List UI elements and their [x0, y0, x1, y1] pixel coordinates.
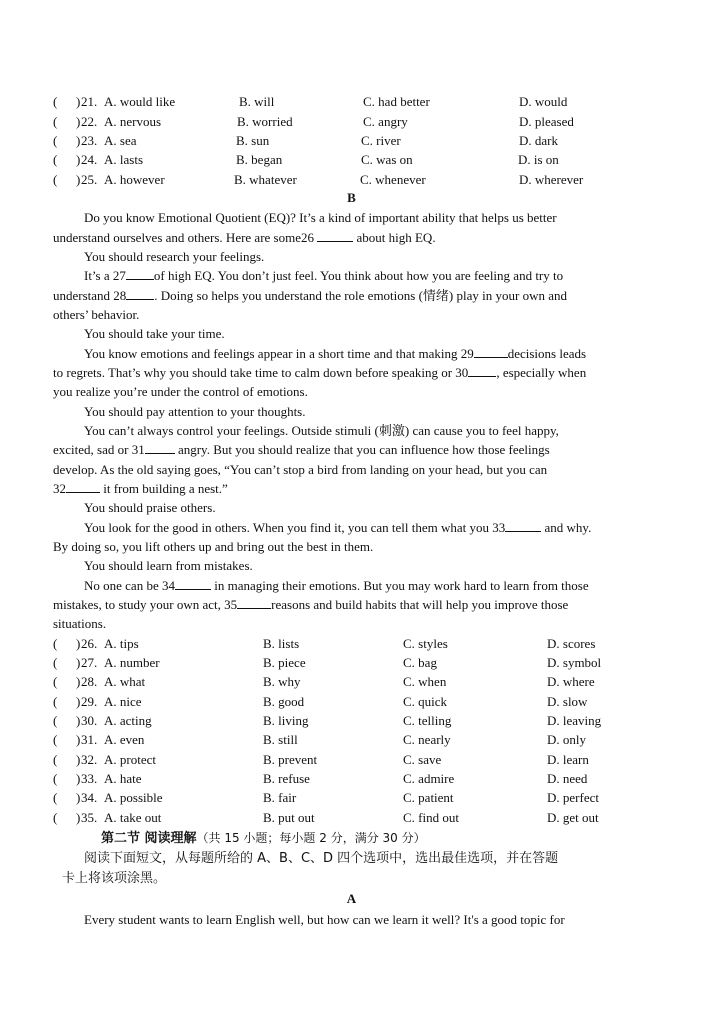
blank-28 — [126, 287, 154, 300]
option-c: C. admire — [403, 771, 455, 786]
option-d: D. would — [519, 94, 568, 109]
question-number: 30. — [81, 713, 98, 728]
option-d: D. is on — [518, 152, 559, 167]
passage-heading: B — [347, 190, 356, 205]
text-fragment: 32 — [53, 481, 66, 496]
answer-paren-open[interactable]: ( — [53, 771, 58, 786]
option-d: D. scores — [547, 636, 596, 651]
option-c: C. styles — [403, 636, 448, 651]
option-b: B. prevent — [263, 752, 318, 767]
question-number: 27. — [81, 655, 98, 670]
text-fragment: You look for the good in others. When you find it, you can tell them what you 33 — [84, 520, 506, 535]
option-b: B. lists — [263, 636, 300, 651]
text-fragment: angry. But you should realize that you can influence how those feelings — [174, 442, 550, 457]
answer-paren-open[interactable]: ( — [53, 752, 58, 767]
option-c: C. when — [403, 674, 447, 689]
answer-paren-open[interactable]: ( — [53, 114, 58, 129]
question-number: 33. — [81, 771, 98, 786]
option-a: A. take out — [104, 810, 162, 825]
option-a: A. protect — [104, 752, 156, 767]
question-number: 22. — [81, 114, 98, 129]
answer-paren-close: ) — [76, 694, 81, 709]
text-fragment: excited, sad or 31 — [53, 442, 145, 457]
answer-paren-open[interactable]: ( — [53, 810, 58, 825]
option-c: C. bag — [403, 655, 437, 670]
option-c: C. patient — [403, 790, 454, 805]
text-fragment: understand 28 — [53, 288, 127, 303]
passage-text — [53, 363, 586, 382]
text-fragment: about high EQ. — [353, 230, 436, 245]
option-a: A. what — [104, 674, 146, 689]
option-a: A. lasts — [104, 152, 143, 167]
blank-35 — [237, 596, 271, 609]
text-fragment: in managing their emotions. But you may work hard to learn from those — [210, 578, 589, 593]
blank-26 — [317, 229, 353, 242]
blank-30 — [468, 364, 496, 377]
answer-paren-close: ) — [76, 732, 81, 747]
passage-text — [84, 518, 591, 537]
passage-text: Do you know Emotional Quotient (EQ)? It’s a kind of important ability that helps us better — [84, 210, 557, 225]
passage-text — [84, 344, 586, 363]
answer-paren-open[interactable]: ( — [53, 94, 58, 109]
subheading: You should research your feelings. — [84, 249, 265, 264]
section-scoring-note: （共 15 小题；每小题 2 分，满分 30 分） — [196, 831, 426, 845]
question-number: 34. — [81, 790, 98, 805]
subheading: You should take your time. — [84, 326, 225, 341]
answer-paren-open[interactable]: ( — [53, 790, 58, 805]
passage-text — [53, 286, 567, 305]
option-d: D. get out — [547, 810, 599, 825]
question-number: 31. — [81, 732, 98, 747]
answer-paren-open[interactable]: ( — [53, 694, 58, 709]
option-a: A. however — [104, 172, 165, 187]
option-a: A. nice — [104, 694, 142, 709]
passage-text: others’ behavior. — [53, 307, 140, 322]
option-b: B. will — [239, 94, 275, 109]
answer-paren-open[interactable]: ( — [53, 152, 58, 167]
answer-paren-close: ) — [76, 752, 81, 767]
instructions: 阅读下面短文，从每题所给的 A、B、C、D 四个选项中，选出最佳选项，并在答题 — [84, 851, 559, 866]
option-b: B. worried — [237, 114, 293, 129]
option-c: C. save — [403, 752, 442, 767]
question-number: 28. — [81, 674, 98, 689]
passage-text — [53, 479, 228, 498]
answer-paren-close: ) — [76, 771, 81, 786]
passage-text: situations. — [53, 616, 107, 631]
passage-text: you realize you’re under the control of emotions. — [53, 384, 308, 399]
blank-32 — [66, 480, 100, 493]
option-c: C. whenever — [360, 172, 426, 187]
text-fragment: , especially when — [496, 365, 587, 380]
option-c: C. quick — [403, 694, 448, 709]
passage-text — [53, 595, 568, 614]
option-d: D. perfect — [547, 790, 599, 805]
option-b: B. refuse — [263, 771, 310, 786]
text-fragment: to regrets. That’s why you should take time to calm down before speaking or 30 — [53, 365, 469, 380]
option-b: B. whatever — [234, 172, 297, 187]
answer-paren-close: ) — [76, 810, 81, 825]
passage-heading: A — [346, 891, 357, 906]
option-b: B. sun — [236, 133, 270, 148]
text-fragment: of high EQ. You don’t just feel. You think about how you are feeling and try to — [153, 268, 564, 283]
option-a: A. possible — [104, 790, 163, 805]
question-number: 24. — [81, 152, 98, 167]
question-number: 21. — [81, 94, 98, 109]
passage-text — [84, 576, 589, 595]
passage-text: By doing so, you lift others up and bring out the best in them. — [53, 539, 374, 554]
option-d: D. dark — [519, 133, 558, 148]
option-c: C. telling — [403, 713, 452, 728]
answer-paren-open[interactable]: ( — [53, 655, 58, 670]
subheading: You should praise others. — [84, 500, 216, 515]
subheading: You should pay attention to your thoughts. — [84, 404, 306, 419]
passage-text: You can’t always control your feelings. Outside stimuli (刺激) can cause you to feel happy, — [84, 423, 559, 438]
answer-paren-close: ) — [76, 133, 81, 148]
option-b: B. good — [263, 694, 305, 709]
text-fragment: and why. — [541, 520, 592, 535]
text-fragment: No one can be 34 — [84, 578, 175, 593]
blank-31 — [145, 441, 175, 454]
text-fragment: reasons and build habits that will help you improve those — [271, 597, 569, 612]
option-c: C. find out — [403, 810, 459, 825]
answer-paren-open[interactable]: ( — [53, 133, 58, 148]
answer-paren-open[interactable]: ( — [53, 172, 58, 187]
text-fragment: mistakes, to study your own act, 35 — [53, 597, 238, 612]
option-a: A. hate — [104, 771, 142, 786]
option-d: D. learn — [547, 752, 589, 767]
answer-paren-close: ) — [76, 674, 81, 689]
option-b: B. fair — [263, 790, 297, 805]
option-a: A. even — [104, 732, 145, 747]
option-a: A. sea — [104, 133, 137, 148]
option-c: C. was on — [361, 152, 413, 167]
answer-paren-close: ) — [76, 114, 81, 129]
question-number: 26. — [81, 636, 98, 651]
instructions: 卡上将该项涂黑。 — [62, 871, 167, 886]
option-d: D. slow — [547, 694, 588, 709]
option-b: B. living — [263, 713, 309, 728]
answer-paren-open[interactable]: ( — [53, 713, 58, 728]
answer-paren-close: ) — [76, 94, 81, 109]
text-fragment: . Doing so helps you understand the role emotions (情绪) play in your own and — [154, 288, 567, 303]
option-c: C. had better — [363, 94, 430, 109]
subheading: You should learn from mistakes. — [84, 558, 253, 573]
answer-paren-close: ) — [76, 152, 81, 167]
passage-text: Every student wants to learn English well, but how can we learn it well? It's a good topic for — [84, 912, 565, 927]
option-b: B. why — [263, 674, 301, 689]
section-title-text: 第二节 阅读理解 — [101, 831, 197, 846]
passage-text — [84, 266, 563, 285]
option-b: B. still — [263, 732, 298, 747]
option-a: A. would like — [104, 94, 176, 109]
option-a: A. tips — [104, 636, 139, 651]
answer-paren-close: ) — [76, 655, 81, 670]
blank-33 — [505, 519, 541, 532]
text-fragment: decisions leads — [507, 346, 587, 361]
question-number: 32. — [81, 752, 98, 767]
text-fragment: It’s a 27 — [84, 268, 126, 283]
question-number: 23. — [81, 133, 98, 148]
answer-paren-close: ) — [76, 636, 81, 651]
option-d: D. where — [547, 674, 595, 689]
blank-27 — [126, 267, 154, 280]
option-c: C. angry — [363, 114, 408, 129]
option-a: A. number — [104, 655, 160, 670]
passage-text — [53, 440, 550, 459]
question-number: 29. — [81, 694, 98, 709]
option-d: D. leaving — [547, 713, 602, 728]
question-number: 35. — [81, 810, 98, 825]
option-c: C. nearly — [403, 732, 451, 747]
option-a: A. acting — [104, 713, 152, 728]
section-title — [101, 828, 426, 849]
blank-29 — [474, 345, 508, 358]
option-d: D. wherever — [519, 172, 584, 187]
question-number: 25. — [81, 172, 98, 187]
answer-paren-open[interactable]: ( — [53, 732, 58, 747]
text-fragment: understand ourselves and others. Here are some26 — [53, 230, 318, 245]
text-fragment: You know emotions and feelings appear in a short time and that making 29 — [84, 346, 474, 361]
answer-paren-close: ) — [76, 713, 81, 728]
text-fragment: it from building a nest.” — [100, 481, 228, 496]
option-d: D. symbol — [547, 655, 602, 670]
passage-text: develop. As the old saying goes, “You can’t stop a bird from landing on your head, but you can — [53, 462, 548, 477]
passage-text — [53, 228, 436, 247]
option-d: D. pleased — [519, 114, 574, 129]
option-d: D. need — [547, 771, 588, 786]
option-b: B. put out — [263, 810, 315, 825]
answer-paren-close: ) — [76, 790, 81, 805]
answer-paren-open[interactable]: ( — [53, 674, 58, 689]
blank-34 — [175, 577, 211, 590]
answer-paren-close: ) — [76, 172, 81, 187]
option-d: D. only — [547, 732, 586, 747]
option-a: A. nervous — [104, 114, 162, 129]
option-b: B. began — [236, 152, 283, 167]
answer-paren-open[interactable]: ( — [53, 636, 58, 651]
option-b: B. piece — [263, 655, 306, 670]
option-c: C. river — [361, 133, 401, 148]
